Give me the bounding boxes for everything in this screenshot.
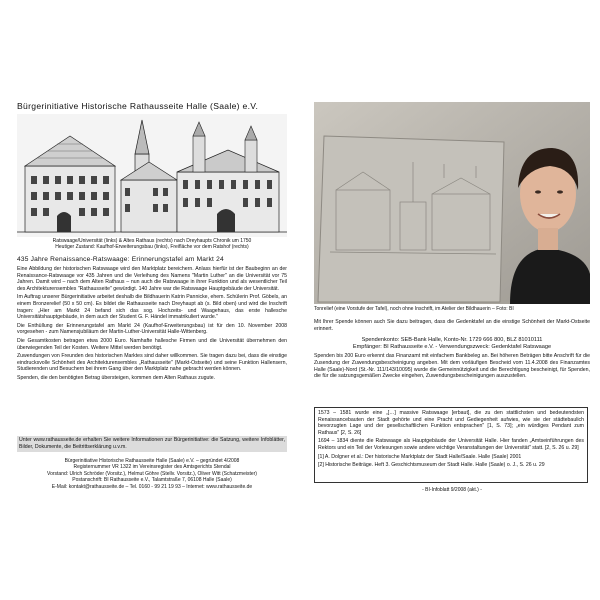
paragraph: Die Gesamtkosten betragen etwa 2000 Euro. Namhafte hallesche Firmen und die Universität übernehmen den überwiegenden Teil der Kosten. Weitere Mittel werden benötigt.	[17, 337, 287, 351]
reference: [1] A. Dolgner et al.: Der historische Marktplatz der Stadt Halle/Saale. Halle (Saale) 2001	[318, 453, 522, 460]
right-body	[314, 319, 590, 380]
left-body	[17, 266, 287, 384]
bank-recipient: Empfänger: BI Rathausseite e.V. - Verwendungszweck: Gedenktafel Ratswaage	[352, 343, 552, 350]
engraving-caption	[17, 238, 287, 250]
section-subtitle: 435 Jahre Renaissance-Ratswaage: Erinnerungstafel am Markt 24	[17, 256, 224, 263]
reference: [2] Historische Beiträge. Heft 3. Geschichtsmuseum der Stadt Halle. Halle (Saale) o. J., S. 26 u. 29	[318, 462, 545, 469]
footer-line: E-Mail: kontakt@rathausseite.de – Tel. 0160 - 99 21 19 93 – Internet: www.rathausseite.de	[51, 483, 253, 490]
history-box	[314, 407, 588, 483]
page-footer: - BI-Infoblatt 9/2008 (akt.) -	[422, 487, 482, 493]
website-info-text: Unter www.rathausseite.de erhalten Sie weitere Informationen zur Bürgerinitiative: die Satzung, weitere Infoblätter, Bilder, Dokumente, die Beitrittserklärung u.v.m.	[19, 437, 285, 450]
page-title: Bürgerinitiative Historische Rathausseite Halle (Saale) e.V.	[17, 101, 259, 111]
footer-line: Postanschrift: BI Rathausseite e.V., Talamtstraße 7, 06108 Halle (Saale)	[72, 477, 232, 484]
website-info-box	[17, 436, 287, 452]
paragraph: Eine Abbildung der historischen Ratswaage wird den Marktplatz bereichern. Anlass hierfür ist der Baubeginn an der Renaissance-Ratswaage vor 435 Jahren und die Verleihung des Namens "Martin Luther" an die Universität vor 75 Jahren. Damit wird – nach dem Alten Rathaus – nun auch die Ratswaage in ihrer Funktion und als wesentlicher Teil des Architekturensembles "Rathausseite" gewürdigt. 140 Jahre war die Ratswaage Hauptgebäude der Universität.	[17, 266, 287, 292]
engraving-caption-line: Heutiger Zustand: Kaufhof-Erweiterungsbau (links), Freifläche vor dem Ratshof (rechts)	[55, 244, 249, 251]
paragraph: Im Auftrag unserer Bürgerinitiative arbeitet deshalb die Bildhauerin Katrin Pannicke, ehem. Schülerin Prof. Göbels, an einem Bronzerelief (50 x 50 cm). Es bildet die Rathausseite nach Dreyhaupt ab (s. Bild oben) und wird die Inschrift tragen: „Hier am Markt 24 befand sich das sog. Hochzeits- und Waagehaus, das erste hallesche Universitätshauptgebäude, in dem auch der Student G. F. Händel immatrikuliert wurde."	[17, 294, 287, 321]
paragraph: Spenden, die den benötigten Betrag übersteigen, kommen dem Alten Rathaus zugute.	[17, 374, 216, 381]
town-hall-engraving-image	[17, 114, 287, 237]
bank-account: Spendenkonto: SEB-Bank Halle, Konto-Nr. 1729 666 800, BLZ 81010111	[361, 337, 543, 344]
organization-footer	[17, 458, 287, 490]
relief-photo-image	[314, 102, 590, 304]
footer-line: Bürgerinitiative Historische Rathausseite Halle (Saale) e.V. – gegründet 4/2008	[64, 458, 240, 464]
sculptor-photo	[314, 102, 590, 304]
historic-engraving	[17, 114, 287, 237]
donation-appeal: Mit Ihrer Spende können auch Sie dazu beitragen, dass die Gedenktafel an die einstige Schönheit der Markt-Ostseite erinnert.	[314, 319, 590, 332]
history-paragraph: 1573 – 1581 wurde eine „[…] massive Ratswaage [erbaut], die zu den stattlichsten und bedeutendsten Renaissancebauten der Stadt gehörte und eine Pracht und Gediegenheit aufwies, wie sie der städtebaulich bevorzugten Lage und der gesellschaftlichen Funktion entsprachen" [1, S. 73]; „ein würdiges Pendant zum Rathaus" [2, S. 26]	[318, 410, 584, 436]
engraving-caption-line: Ratswaage/Universität (links) & Altes Rathaus (rechts) nach Dreyhaupts Chronik um 1750	[52, 238, 252, 244]
footer-line: Registernummer VR 1322 im Vereinsregister des Amtsgerichts Stendal	[73, 464, 231, 471]
history-paragraph: 1694 – 1834 diente die Ratswaage als Hauptgebäude der Universität Halle. Hier fanden „Amtseinführungen des Rektors und ein Teil der Vorlesungen sowie andere wichtige Veranstaltungen der Universität" statt. [2, S. 26 u. 29]	[318, 438, 584, 451]
photo-caption: Tonrelief (eine Vorstufe der Tafel), noch ohne Inschrift, im Atelier der Bildhauerin – Foto: BI	[314, 306, 514, 312]
footer-line: Vorstand: Ulrich Schröder (Vorsitz.), Helmut Göhre (Stellv. Vorsitz.), Oliver Witt (Schatzmeister)	[47, 470, 257, 477]
paragraph: Die Enthüllung der Erinnerungstafel am Markt 24 (Kaufhof-Erweiterungsbau) ist für den 10. November 2008 vorgesehen - zum Namensjubiläum der Martin-Luther-Universität Halle-Wittenberg.	[17, 322, 287, 336]
tax-note: Spenden bis 200 Euro erkennt das Finanzamt mit einfachem Bankbeleg an. Bei höheren Beträgen bitte Anschrift für die Zusendung der Zuwendungsbescheinigung angeben. Mit dem vorläufigen Bescheid vom 11.4.2008 des Finanzamtes Halle (Saale)-Nord (St.-Nr. 111/143/10095) wurde die Gemeinnützigkeit und die Berechtigung bescheinigt, für Spenden, die für die satzungsgemäßen Zwecke eingehen, Zuwendungsbescheinigungen auszustellen.	[314, 353, 590, 380]
paragraph: Zuwendungen von Freunden des historischen Marktes sind daher willkommen. Sie tragen dazu bei, dass die einstige eindrucksvolle Schönheit des Architekturensembles „Rathausseite" (Markt-Ostseite) und seine Funktion Hallensern, Studierenden und Besuchern bei ihrem Gang über den Marktplatz nahe gebracht werden können.	[17, 353, 287, 373]
